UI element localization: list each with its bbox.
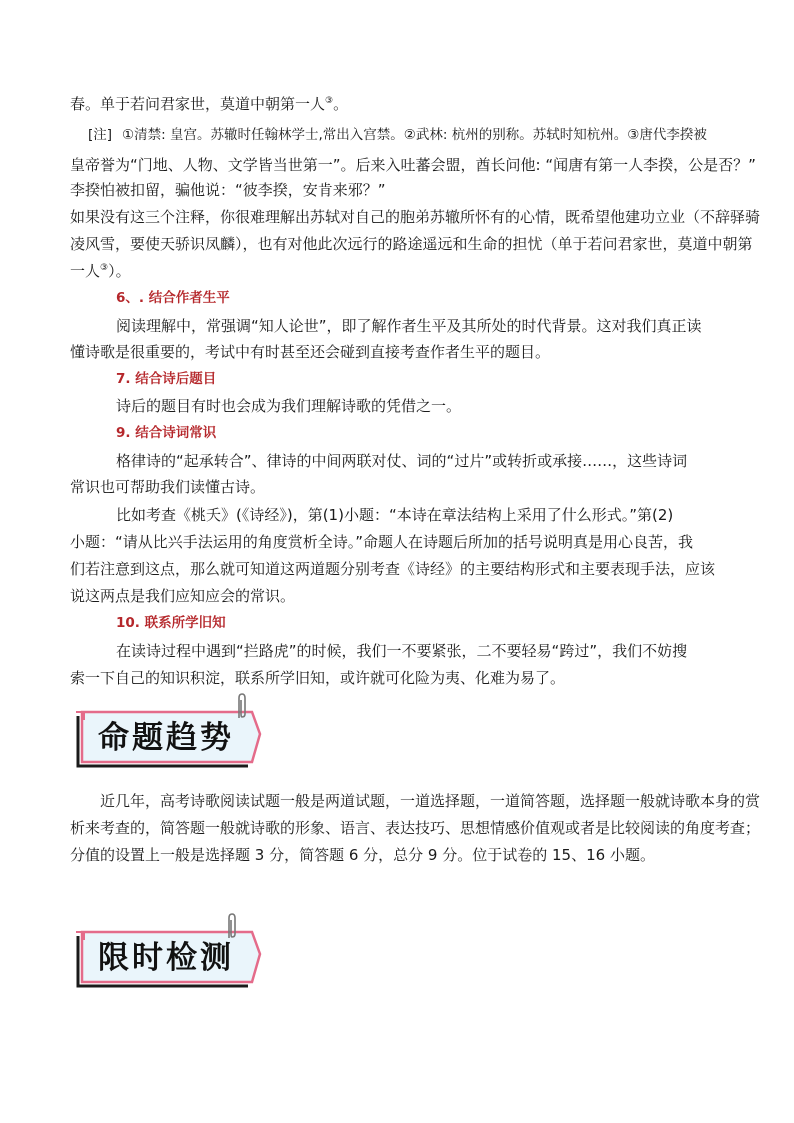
section-heading: 9. 结合诗词常识 xyxy=(116,425,217,441)
note-line-3: 李揆怕被扣留，骗他说：“彼李揆，安肯来邪？” xyxy=(70,181,386,199)
section-line: 索一下自己的知识积淀，联系所学旧知，或许就可化险为夷、化难为易了。 xyxy=(70,669,566,687)
section-line: 懂诗歌是很重要的，考试中有时甚至还会碰到直接考查作者生平的题目。 xyxy=(70,343,551,361)
section-line: 格律诗的“起承转合”、律诗的中间两联对仗、词的“过片”或转折或承接……，这些诗词 xyxy=(116,452,688,470)
section-line: 说这两点是我们应知应会的常识。 xyxy=(70,587,296,605)
explain-line-1: 如果没有这三个注释，你很难理解出苏轼对自己的胞弟苏辙所怀有的心情，既希望他建功立业（不辞驿骑 xyxy=(70,208,761,226)
note-line-2: 皇帝誉为“门地、人物、文学皆当世第一”。后来入吐蕃会盟，酋长问他: “闻唐有第一人李揆，公是否？” xyxy=(70,156,756,174)
section-banner xyxy=(74,924,266,992)
section-heading: 7. 结合诗后题目 xyxy=(116,371,217,387)
poem-line: 春。单于若问君家世，莫道中朝第一人③。 xyxy=(70,95,349,113)
explain-line-2: 凌风雪，要使天骄识凤麟），也有对他此次远行的路途遥远和生命的担忧（单于若问君家世，莫道中朝第 xyxy=(70,235,753,253)
note-line-1: [注] ①清禁: 皇宫。苏辙时任翰林学士,常出入宫禁。②武林: 杭州的别称。苏轼时知杭州。③唐代李揆被 xyxy=(88,127,707,143)
section-line: 阅读理解中，常强调“知人论世”，即了解作者生平及其所处的时代背景。这对我们真正读 xyxy=(116,317,702,335)
section-line: 常识也可帮助我们读懂古诗。 xyxy=(70,478,266,496)
section-line: 在读诗过程中遇到“拦路虎”的时候，我们一不要紧张，二不要轻易“跨过”，我们不妨搜 xyxy=(116,642,688,660)
section-line: 诗后的题目有时也会成为我们理解诗歌的凭借之一。 xyxy=(116,397,462,415)
section-heading: 10. 联系所学旧知 xyxy=(116,615,226,631)
paperclip-icon xyxy=(234,692,250,720)
section-line: 小题：“请从比兴手法运用的角度赏析全诗。”命题人在诗题后所加的括号说明真是用心良苦，我 xyxy=(70,533,694,551)
section-heading: 6、. 结合作者生平 xyxy=(116,290,230,306)
trend-line-1: 近几年，高考诗歌阅读试题一般是两道试题，一道选择题，一道简答题，选择题一般就诗歌本身的赏 xyxy=(100,792,761,810)
explain-line-3: 一人③）。 xyxy=(70,262,131,280)
trend-line-3: 分值的设置上一般是选择题 3 分，简答题 6 分，总分 9 分。位于试卷的 15、16 小题。 xyxy=(70,846,655,864)
trend-line-2: 析来考查的，简答题一般就诗歌的形象、语言、表达技巧、思想情感价值观或者是比较阅读的角度考查； xyxy=(70,819,761,837)
section-line: 们若注意到这点，那么就可知道这两道题分别考查《诗经》的主要结构形式和主要表现手法，应该 xyxy=(70,560,716,578)
banner-title: 命题趋势 xyxy=(98,720,234,756)
section-banner xyxy=(74,704,266,772)
banner-title: 限时检测 xyxy=(98,940,234,976)
section-line: 比如考查《桃夭》(《诗经》)，第(1)小题：“本诗在章法结构上采用了什么形式。”第(2) xyxy=(116,506,674,524)
